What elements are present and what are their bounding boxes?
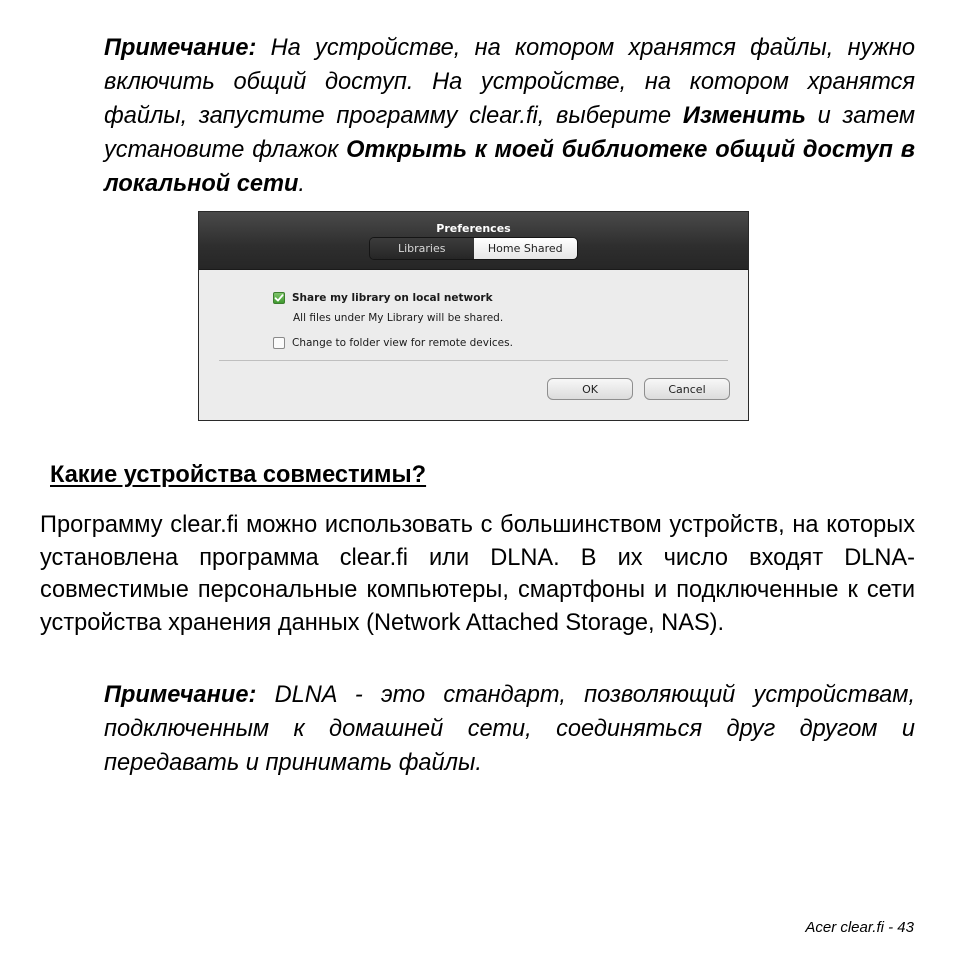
tab-libraries[interactable]: Libraries <box>370 238 474 259</box>
note-dlna <box>104 678 915 780</box>
tab-home-shared[interactable]: Home Shared <box>474 238 578 259</box>
folder-view-label: Change to folder view for remote devices. <box>292 337 513 349</box>
note-share-access <box>104 31 915 201</box>
body-paragraph: Программу clear.fi можно использовать с большинством устройств, на которых установлена программа clear.fi или DLNA. В их число входят DLNA-совместимые персональные компьютеры, смартфоны и подключенные к сети устройства хранения данных (Network Attached Storage, NAS). <box>40 512 915 636</box>
preferences-dialog <box>198 211 749 421</box>
dialog-title: Preferences <box>436 222 511 235</box>
checkmark-icon <box>274 293 284 303</box>
note-text: и затем установите флажок <box>104 103 915 163</box>
dialog-divider <box>219 360 728 361</box>
share-library-option[interactable] <box>273 292 493 304</box>
share-library-checkbox[interactable] <box>273 292 285 304</box>
note-emphasis-change: Изменить <box>682 103 806 129</box>
note-end: . <box>298 171 305 197</box>
tab-bar <box>369 237 578 260</box>
share-library-description: All files under My Library will be shared. <box>293 312 504 324</box>
share-library-label: Share my library on local network <box>292 292 493 304</box>
folder-view-checkbox[interactable] <box>273 337 285 349</box>
dialog-header <box>199 212 748 270</box>
section-heading: Какие устройства совместимы? <box>50 462 427 488</box>
note-text: DLNA - это стандарт, позволяющий устройствам, подключенным к домашней сети, соединяться друг другом и передавать и принимать файлы. <box>104 682 916 776</box>
note-text: На устройстве, на котором хранятся файлы, нужно включить общий доступ. На устройстве, на котором хранятся файлы, запустите программу clear.fi, выберите <box>104 35 915 129</box>
note-label: Примечание: <box>104 35 257 61</box>
ok-button[interactable]: OK <box>547 378 633 400</box>
page-footer: Acer clear.fi - 43 <box>805 919 914 936</box>
folder-view-option[interactable] <box>273 337 513 349</box>
note-emphasis-open-library: Открыть к моей библиотеке общий доступ в локальной сети <box>104 137 915 197</box>
cancel-button[interactable]: Cancel <box>644 378 730 400</box>
note-label: Примечание: <box>104 682 257 708</box>
